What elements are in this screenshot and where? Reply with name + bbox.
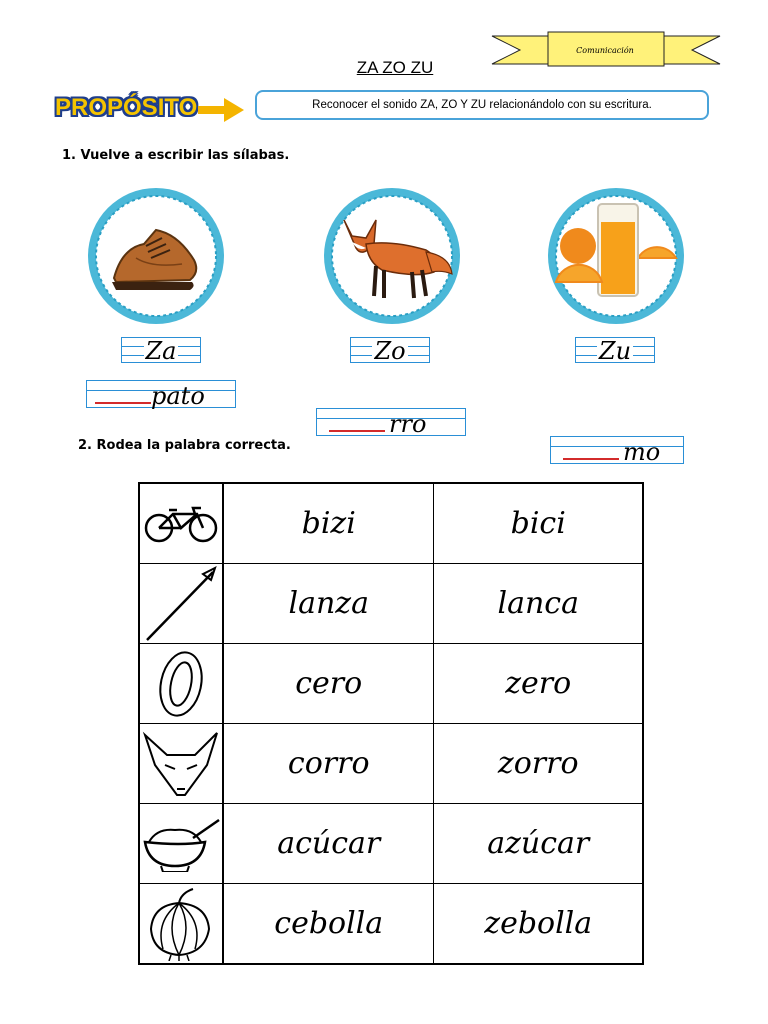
- word-box-zorro[interactable]: [316, 408, 466, 436]
- option-lanca[interactable]: lanca: [434, 564, 643, 644]
- exercise-2-instruction: Rodea la palabra correcta.: [96, 438, 291, 453]
- arrow-right-icon: [198, 98, 244, 122]
- table-row: [139, 644, 643, 724]
- syllable-za: Za: [145, 337, 177, 365]
- syllable-zu: Zu: [598, 337, 632, 365]
- word-suffix-zorro: rro: [389, 410, 427, 438]
- option-zebolla[interactable]: zebolla: [434, 884, 643, 965]
- option-zorro[interactable]: zorro: [434, 724, 643, 804]
- purpose-box: Reconocer el sonido ZA, ZO Y ZU relacionándolo con su escritura.: [255, 90, 709, 120]
- spear-icon: [139, 564, 223, 644]
- exercise-1-number: 1.: [62, 148, 76, 163]
- option-cebolla[interactable]: cebolla: [223, 884, 434, 965]
- table-row: [139, 564, 643, 644]
- table-row: [139, 483, 643, 564]
- option-bizi[interactable]: bizi: [223, 483, 434, 564]
- option-bici[interactable]: bici: [434, 483, 643, 564]
- word-suffix-zumo: mo: [623, 438, 661, 466]
- onion-icon: [139, 884, 223, 965]
- word-suffix-zapato: pato: [151, 382, 205, 410]
- word-box-zumo[interactable]: [550, 436, 684, 464]
- syllable-box-zo: [350, 337, 430, 363]
- ribbon-label: Comunicación: [576, 45, 634, 55]
- fox-image: [322, 186, 462, 326]
- syllable-zo: Zo: [374, 337, 406, 365]
- word-blank: [329, 430, 385, 432]
- option-lanza[interactable]: lanza: [223, 564, 434, 644]
- juice-image: [546, 186, 686, 326]
- page-title: ZA ZO ZU: [356, 58, 434, 77]
- exercise-2-heading: [78, 438, 291, 453]
- purpose-label: PROPÓSITO: [55, 94, 198, 121]
- word-box-zapato[interactable]: [86, 380, 236, 408]
- word-blank: [563, 458, 619, 460]
- subject-ribbon: [490, 30, 722, 70]
- table-row: [139, 804, 643, 884]
- word-blank: [95, 402, 151, 404]
- exercise-2-number: 2.: [78, 438, 92, 453]
- sugar-bowl-icon: [139, 804, 223, 884]
- fox-head-icon: [139, 724, 223, 804]
- exercise-1-heading: [62, 148, 289, 163]
- syllable-box-zu: [575, 337, 655, 363]
- bicycle-icon: [139, 483, 223, 564]
- shoe-image: [86, 186, 226, 326]
- table-row: [139, 724, 643, 804]
- option-zero[interactable]: zero: [434, 644, 643, 724]
- syllable-box-za: [121, 337, 201, 363]
- word-choice-table: [138, 482, 644, 965]
- option-corro[interactable]: corro: [223, 724, 434, 804]
- table-row: [139, 884, 643, 965]
- option-acucar[interactable]: acúcar: [223, 804, 434, 884]
- exercise-1-instruction: Vuelve a escribir las sílabas.: [80, 148, 290, 163]
- option-azucar[interactable]: azúcar: [434, 804, 643, 884]
- zero-icon: [139, 644, 223, 724]
- option-cero[interactable]: cero: [223, 644, 434, 724]
